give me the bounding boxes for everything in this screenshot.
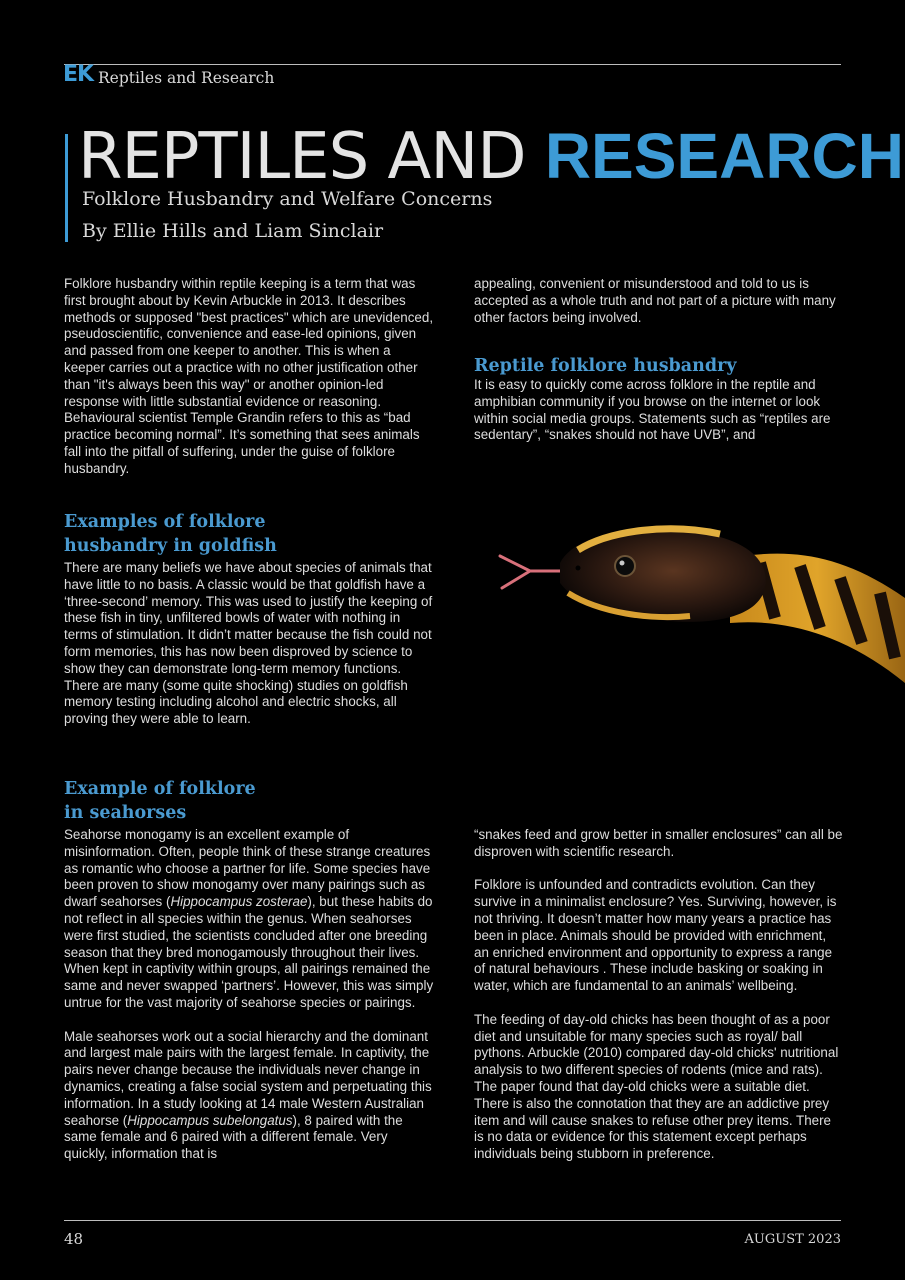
species-name-western: Hippocampus subelongatus xyxy=(127,1112,293,1128)
chicks-paragraph: The feeding of day-old chicks has been thought of as a poor diet and unsuitable for many species such as royal/ ball pythons. Arbuckle (2010) compared day-old chicks' nutritional analysis to two different species of rodents (mice and rats). The paper found that day-old chicks were a suitable diet. There is also the connotation that they are an addictive prey item and will cause snakes to refuse other prey items. There is no data or evidence for this statement except perhaps individuals being stubborn in preference. xyxy=(474,1011,839,1162)
continued-paragraph: appealing, convenient or misunderstood and told to us is accepted as a whole truth and not part of a picture with many other factors being involved. xyxy=(474,276,836,325)
goldfish-heading-line-2: husbandry in goldfish xyxy=(64,536,277,556)
right-top-text xyxy=(474,276,844,326)
goldfish-heading xyxy=(64,510,277,558)
reptile-paragraph: It is easy to quickly come across folklore in the reptile and amphibian community if you browse on the internet or look within social media groups. Statements such as “reptiles are sedentary”, “snakes should not have UVB”, and xyxy=(474,377,831,443)
issue-date: AUGUST 2023 xyxy=(744,1232,841,1247)
seahorse-p2-text-a: Male seahorses work out a social hierarchy and the dominant and largest male pairs with the largest female. In captivity, the pairs never change because the individuals never change in dynamics, creating a false social system and perpetuating this information. In a study looking at 14 male Western Australian seahorse ( xyxy=(64,1028,432,1128)
left-intro-text xyxy=(64,276,434,478)
section-label: Reptiles and Research xyxy=(98,69,275,87)
right-bottom-text xyxy=(474,827,844,1163)
title-bold: RESEARCH xyxy=(544,120,904,192)
seahorse-p1-text-b: ), but these habits do not reflect in all species within the genus. When seahorses were first studied, the scientists concluded after one breeding season that they bred monogamously throughout their lives. When kept in captivity within groups, all pairings remained the same and never swapped ‘partners’. However, this was simply untrue for the vast majority of seahorse species or pairings. xyxy=(64,894,434,1010)
species-name-dwarf: Hippocampus zosterae xyxy=(170,894,308,910)
seahorse-paragraph-2 xyxy=(64,1029,434,1163)
snake-photo xyxy=(490,508,905,723)
goldfish-heading-line-1: Examples of folklore xyxy=(64,512,266,532)
goldfish-paragraph: There are many beliefs we have about species of animals that have little to no basis. A classic would be that goldfish have a ‘three-second’ memory. This was used to justify the keeping of these fish in tiny, unfiltered bowls of water with nothing in terms of stimulation. It didn’t matter because the fish could not form memories, this has now been disproved by science to show they can demonstrate long-term memory functions. There are many (some quite shocking) studies on goldfish memory testing including alcohol and electric shocks, all proving they were able to learn. xyxy=(64,560,433,727)
seahorse-heading-line-1: Example of folklore xyxy=(64,779,256,799)
magazine-logo: EK xyxy=(63,62,94,87)
evolution-paragraph: Folklore is unfounded and contradicts evolution. Can they survive in a minimalist enclosure? Yes. Surviving, however, is not thriving. It doesn’t matter how many years a practice has been in place. Animals should be provided with enrichment, an enriched environment and opportunity to express a range of natural behaviours . These include basking or soaking in water, which are fundamental to an animals’ wellbeing. xyxy=(474,877,837,994)
eye-highlight xyxy=(620,561,625,566)
reptile-heading: Reptile folklore husbandry xyxy=(474,356,737,376)
article-subtitle: Folklore Husbandry and Welfare Concerns xyxy=(82,188,493,210)
goldfish-section xyxy=(64,560,434,728)
article-byline: By Ellie Hills and Liam Sinclair xyxy=(82,220,384,242)
seahorse-heading-line-2: in seahorses xyxy=(64,803,187,823)
snake-illustration xyxy=(490,508,905,723)
seahorse-heading xyxy=(64,777,256,825)
eye-icon xyxy=(615,556,635,576)
enclosure-paragraph: “snakes feed and grow better in smaller enclosures” can all be disproven with scientific research. xyxy=(474,827,843,859)
header-rule xyxy=(64,64,841,65)
intro-paragraph: Folklore husbandry within reptile keeping is a term that was first brought about by Kevin Arbuckle in 2013. It describes methods or supposed "best practices" which are unevidenced, pseudoscientific, convenience and ease-led opinions, given and passed from one keeper to another. This is when a keeper carries out a practice with no other justification other than "it's always been this way" or another opinion-led response with little substantial evidence or reasoning. Behavioural scientist Temple Grandin refers to this as “bad practice becoming normal”. It’s something that sees animals fall into the pitfall of suffering, under the guise of folklore husbandry. xyxy=(64,276,434,476)
footer-rule xyxy=(64,1220,841,1221)
article-title xyxy=(78,118,904,195)
seahorse-p2-text-b: ), 8 paired with the same female and 6 paired with a different female. Very quickly, information that is xyxy=(64,1112,403,1162)
reptile-section xyxy=(474,377,844,444)
seahorse-section xyxy=(64,827,434,1163)
seahorse-p1-text-a: Seahorse monogamy is an excellent example of misinformation. Often, people think of these strange creatures as romantic who choose a partner for life. Some species have been proven to show monogamy over many pairings such as dwarf seahorses ( xyxy=(64,827,431,910)
title-light: REPTILES AND xyxy=(78,120,545,194)
page-number: 48 xyxy=(64,1230,84,1248)
nostril-shape xyxy=(576,566,581,571)
tongue-shape xyxy=(500,556,560,588)
title-accent-bar xyxy=(65,134,68,242)
seahorse-paragraph-1 xyxy=(64,827,434,1012)
